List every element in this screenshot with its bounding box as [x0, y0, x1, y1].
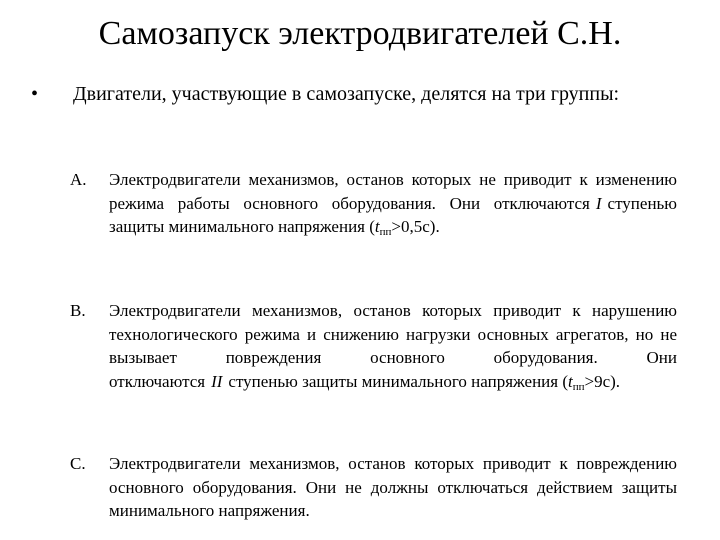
item-a-condition: >0,5с). [391, 217, 440, 236]
item-a-stage: I [595, 193, 602, 213]
item-a-t-symbol: t [374, 217, 380, 236]
item-a-text-after: ступенью защиты минимального напряжения ( [109, 193, 677, 236]
item-b-t-sub: пп [572, 380, 585, 393]
item-a-text [109, 168, 677, 245]
lead-paragraph: Двигатели, участвующие в самозапуске, делятся на три группы: [73, 83, 620, 105]
item-b-stage: II [211, 371, 223, 391]
item-c-text: Электродвигатели механизмов, останов которых приводит к повреждению основного оборудования. Они не должны отключаться действием защиты минимального напряжения. [109, 454, 677, 520]
bullet-marker: • [31, 83, 39, 105]
item-b-text-before: Электродвигатели механизмов, останов которых приводит к нарушению технологического режима и снижению нагрузки основных агрегатов, но не вызывает повреждения основного оборудования. Они отключаются [109, 301, 677, 391]
item-b-letter: В. [70, 301, 86, 320]
item-a-text-before: Электродвигатели механизмов, останов которых не приводит к изменению режима работы основного оборудования. Они отключаются [109, 170, 677, 213]
item-b-text-after: ступенью защиты минимального напряжения ( [228, 371, 568, 391]
item-b-t-symbol: t [568, 371, 573, 391]
slide-title: Самозапуск электродвигателей С.Н. [98, 15, 622, 52]
item-b-text [109, 299, 677, 399]
item-b-condition: >9с). [584, 371, 621, 391]
item-a-letter: А. [70, 170, 87, 189]
item-c-letter: С. [70, 454, 86, 473]
item-a-t-sub: пп [379, 226, 392, 238]
